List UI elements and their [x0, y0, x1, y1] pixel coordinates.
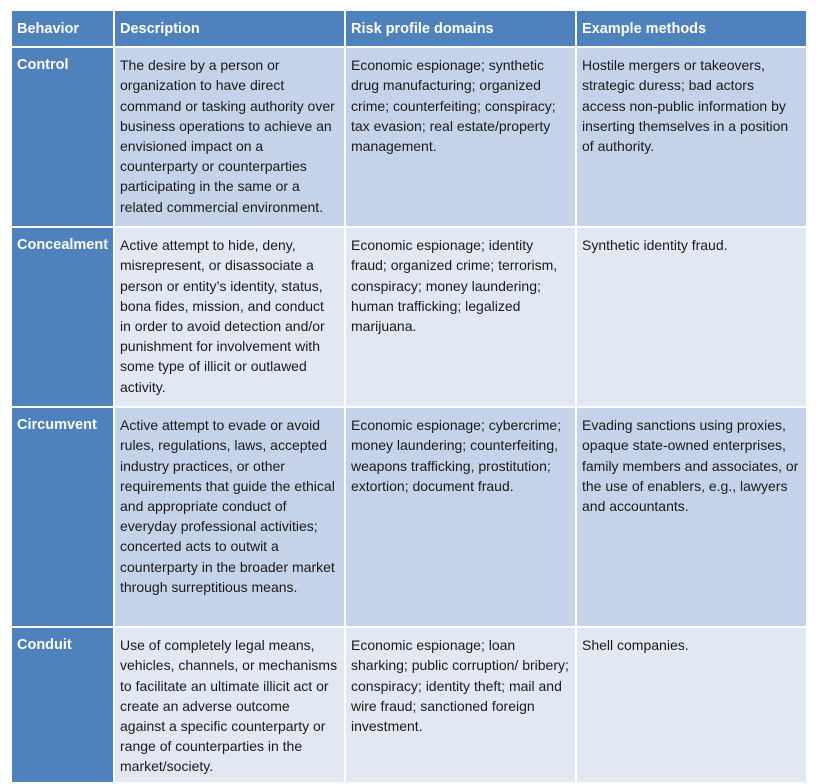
description-cell: Active attempt to evade or avoid rules, regulations, laws, accepted industry practices, or other requirements that guide the ethical and appropriate conduct of everyday professional activities; concerted acts to outwit a counterparty in the broader market through surreptitious means. [114, 407, 345, 627]
domains-cell: Economic espionage; loan sharking; public corruption/ bribery; conspiracy; identity theft; mail and wire fraud; sanctioned foreign investment. [345, 627, 576, 782]
behavior-cell: Control [11, 47, 114, 227]
behavior-cell: Concealment [11, 227, 114, 407]
domains-cell: Economic espionage; identity fraud; organized crime; terrorism, conspiracy; money laundering; human trafficking; legalized marijuana. [345, 227, 576, 407]
table-row [11, 407, 807, 627]
domains-cell: Economic espionage; cybercrime; money laundering; counterfeiting, weapons trafficking, prostitution; extortion; document fraud. [345, 407, 576, 627]
table-row [11, 627, 807, 782]
header-risk-domains: Risk profile domains [345, 10, 576, 47]
domains-cell: Economic espionage; synthetic drug manufacturing; organized crime; counterfeiting; conspiracy; tax evasion; real estate/property management. [345, 47, 576, 227]
methods-cell: Shell companies. [576, 627, 807, 782]
header-example-methods: Example methods [576, 10, 807, 47]
description-cell: Active attempt to hide, deny, misrepresent, or disassociate a person or entity’s identity, status, bona fides, mission, and conduct in order to avoid detection and/or punishment for involvement with some type of illicit or outlawed activity. [114, 227, 345, 407]
behavior-cell: Circumvent [11, 407, 114, 627]
header-row [11, 10, 807, 47]
behavior-risk-table [10, 9, 808, 784]
table-row [11, 227, 807, 407]
description-cell: Use of completely legal means, vehicles, channels, or mechanisms to facilitate an ultimate illicit act or create an adverse outcome against a specific counterparty or range of counterparties in the market/society. [114, 627, 345, 782]
header-behavior: Behavior [11, 10, 114, 47]
methods-cell: Synthetic identity fraud. [576, 227, 807, 407]
methods-cell: Evading sanctions using proxies, opaque state-owned enterprises, family members and associates, or the use of enablers, e.g., lawyers and accountants. [576, 407, 807, 627]
header-description: Description [114, 10, 345, 47]
methods-cell: Hostile mergers or takeovers, strategic duress; bad actors access non-public information by inserting themselves in a position of authority. [576, 47, 807, 227]
behavior-cell: Conduit [11, 627, 114, 782]
description-cell: The desire by a person or organization to have direct command or tasking authority over business operations to achieve an envisioned impact on a counterparty or counterparties participating in the same or a related commercial environment. [114, 47, 345, 227]
table-row [11, 47, 807, 227]
